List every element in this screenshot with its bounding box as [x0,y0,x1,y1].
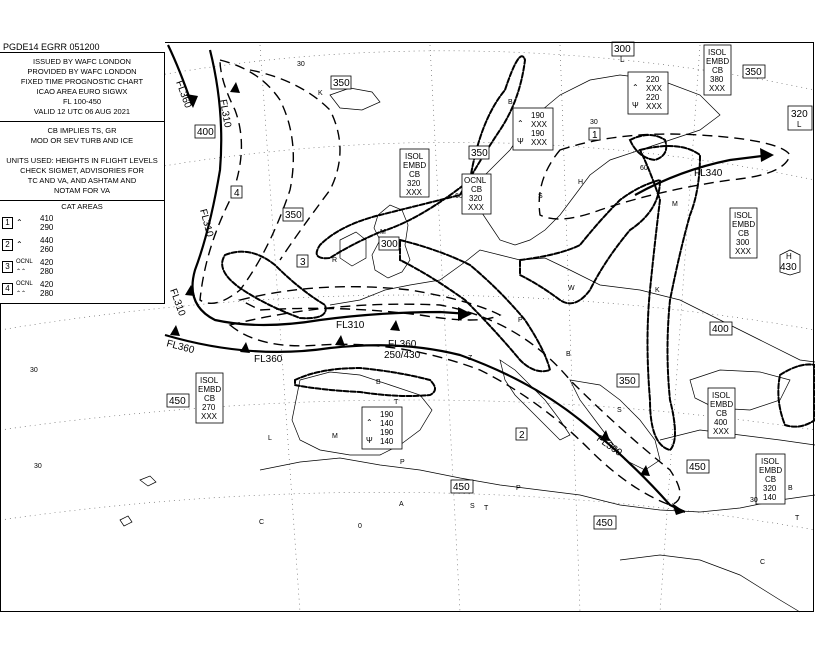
map-label: 140 [380,419,394,428]
issuer-line: VALID 12 UTC 06 AUG 2021 [33,107,131,116]
map-label: B [788,485,793,492]
jet-depth-label: 250/430 [384,350,421,361]
map-label: 300 [614,44,631,55]
tropopause-box [710,322,732,335]
cb-box [704,45,731,95]
notes-line: CHECK SIGMET, ADVISORIES FOR [20,166,144,175]
map-label: 190 [531,111,545,120]
turbulence-icon: ⌃ [16,218,23,227]
map-label: B [508,99,513,106]
map-label: 300 [736,238,750,247]
lon-line-e40 [660,45,700,612]
map-label: 430 [780,262,797,273]
cat-turbulence-areas [200,60,790,505]
turbulence-icon: ⌃⌃ [16,291,27,297]
icing-symbol: Ψ [366,436,373,445]
icing-box [628,72,668,114]
jet-label: FL310 [197,207,216,239]
issuer-section [0,53,164,122]
map-label: 450 [596,518,613,529]
barb-4 [390,320,400,331]
map-label: XXX [531,138,548,147]
jet-label: FL360 [388,339,417,350]
cat-area-bottom: 280 [40,289,54,298]
map-label: S [470,503,475,510]
jet-north-arrow [458,307,472,321]
map-label: CB [409,170,421,179]
map-label: XXX [735,247,752,256]
map-label: B [376,379,381,386]
cat-area-bottom: 290 [40,223,54,232]
map-label: 320 [763,484,777,493]
map-label: 30 [590,119,598,126]
map-label: 190 [531,129,545,138]
atlantic-islands [120,476,156,526]
map-label: 450 [689,462,706,473]
cb-box [708,388,735,438]
jet-label: FL360 [254,354,283,365]
map-label: 0 [358,523,362,530]
barb-6 [640,465,650,476]
map-label: L [268,435,272,442]
map-label: XXX [646,102,663,111]
map-label: 30 [34,463,42,470]
turbulence-icon: ⌃ [16,240,23,249]
cat-area-prefix: OCNL [16,259,33,265]
jet-fl340-arrow [760,148,774,162]
map-label: EMBD [198,385,222,394]
map-label: 4 [234,188,240,199]
map-label: A [399,501,404,508]
map-label: 190 [380,410,394,419]
cat-marker-1 [589,128,600,141]
cat-areas-section [0,201,164,303]
notes-line: CB IMPLIES TS, GR [47,126,117,135]
tropopause-box [687,460,709,473]
cat-area-num: 3 [2,261,13,273]
map-label: S [617,407,622,414]
cat-area-top: 420 [40,258,54,267]
cat-area-row [0,256,164,278]
cat-area-4 [200,60,293,303]
jet-label: FL310 [336,320,365,331]
map-label: EMBD [706,57,730,66]
map-label: EMBD [759,466,783,475]
cat-marker-3 [297,255,308,268]
barb-8 [230,82,240,93]
jet-streams [165,45,777,515]
cb-area-east-med [778,364,815,426]
map-label: 350 [745,67,762,78]
map-label: EMBD [403,161,427,170]
cb-box [730,208,757,258]
iceland-coast [330,88,380,110]
map-label: 380 [710,75,724,84]
tropopause-box [167,394,189,407]
turb-symbol: ⌃ [632,83,639,92]
map-label: W [568,285,575,292]
map-label: S [538,193,543,200]
cat-area-4b [250,70,340,260]
turkey-coast [660,430,815,445]
barb-2 [240,342,250,353]
cat-area-top: 410 [40,214,54,223]
cat-area-prefix: OCNL [16,281,33,287]
tropopause-box [594,516,616,529]
cat-area-num: 1 [2,217,13,229]
cb-box [400,149,429,197]
map-label: 190 [380,428,394,437]
issuer-line: FL 100-450 [62,97,102,106]
map-label: ISOL [405,152,424,161]
turb-symbol: ⌃ [366,418,373,427]
map-label: 450 [453,482,470,493]
map-label: 1 [592,130,598,141]
jet-label: FL360 [594,433,624,459]
tropopause-box [283,208,303,221]
icing-box [513,108,553,150]
cat-marker-4 [231,186,242,199]
map-label: 270 [202,403,216,412]
map-label: ISOL [761,457,780,466]
cat-area-bottom: 280 [40,267,54,276]
cat-area-top: 420 [40,280,54,289]
map-label: 30 [297,61,305,68]
map-label: EMBD [732,220,756,229]
map-label: CB [471,185,483,194]
map-label: L [797,120,802,129]
map-label: M [332,433,338,440]
cat-area-2 [230,304,680,505]
turb-symbol: ⌃ [517,119,524,128]
notes-line: TC AND VA, AND ASHTAM AND [27,176,137,185]
map-label: OCNL [464,176,487,185]
cat-area-top: 440 [40,236,54,245]
map-label: T [394,399,399,406]
map-label: K [655,287,660,294]
map-label: XXX [713,427,730,436]
map-label: 320 [469,194,483,203]
map-label: 450 [169,396,186,407]
icing-boxes [362,72,668,449]
tropopause-box [788,106,812,130]
map-label: CB [716,409,728,418]
coastlines [120,75,815,612]
cat-area-bottom: 260 [40,245,54,254]
map-label: 60 [640,165,648,172]
cat-areas-title: CAT AREAS [61,202,103,211]
map-label: ISOL [734,211,753,220]
map-label: CB [738,229,750,238]
cb-box [462,174,491,214]
map-label: CB [204,394,216,403]
map-label: P [400,459,405,466]
map-label: ISOL [200,376,219,385]
icing-symbol: Ψ [632,101,639,110]
cat-area-row [0,234,164,256]
north-africa-coast [260,458,815,512]
map-label: 400 [714,418,728,427]
jet-label: FL360 [165,338,196,357]
jet-label: FL340 [694,168,723,179]
map-label: 30 [750,497,758,504]
notes-line: MOD OR SEV TURB AND ICE [30,136,134,145]
barb-1 [170,325,180,336]
map-label: XXX [468,203,485,212]
map-label: 3 [300,257,306,268]
tropopause-box [331,76,351,89]
cb-area-eastern-long [640,146,700,450]
map-label: 2 [519,430,525,441]
italy-coast [500,360,570,440]
map-label: 400 [197,127,214,138]
map-label: L [620,55,625,64]
map-label: 350 [471,148,488,159]
map-label: M [380,229,386,236]
map-label: CB [765,475,777,484]
tropopause-box [195,125,215,138]
notes-line [2,146,162,156]
lon-line-e20 [560,45,580,612]
issuer-line: ISSUED BY WAFC LONDON [33,57,131,66]
map-label: 350 [333,78,350,89]
map-label: 300 [381,239,398,250]
icing-symbol: Ψ [517,137,524,146]
map-label: XXX [709,84,726,93]
lat-line-30 [0,492,815,530]
turbulence-icon: ⌃⌃ [16,269,27,275]
map-label: P [518,317,523,324]
cb-box [756,454,785,504]
egypt-coast [620,555,800,612]
map-label: T [484,505,489,512]
notes-section [0,122,164,201]
tropopause-box [612,42,634,64]
cat-marker-2 [516,428,527,441]
jet-label: FL310 [217,98,233,129]
cb-box [196,373,223,423]
map-label: XXX [201,412,218,421]
cat-area-row [0,278,164,300]
map-label: 140 [380,437,394,446]
icing-box [362,407,402,449]
issuer-line: FIXED TIME PROGNOSTIC CHART [20,77,144,86]
cat-area-num: 4 [2,283,13,295]
jet-label: FL360 [173,79,194,110]
map-label: 30 [30,367,38,374]
map-label: 350 [285,210,302,221]
map-label: K [318,90,323,97]
cb-area-biscay [295,368,435,396]
notes-line: NOTAM FOR VA [54,186,110,195]
map-label: H [578,179,584,186]
barb-3 [335,335,345,346]
map-label: XXX [646,84,663,93]
legend-panel [0,53,165,304]
tropopause-box [379,237,399,250]
map-label: 400 [712,324,729,335]
map-label: 350 [619,376,636,387]
map-label: B [566,351,571,358]
tropopause-box [617,374,639,387]
map-label: ISOL [708,48,727,57]
map-label: 140 [763,493,777,502]
tropopause-box [451,480,473,493]
map-label: M [672,201,678,208]
cat-area-row [0,212,164,234]
issuer-line: ICAO AREA EURO SIGWX [36,87,128,96]
chart-id-header: PGDE14 EGRR 051200 [0,42,165,53]
map-label: T [795,515,800,522]
lon-line-0 [430,45,460,612]
map-label: C [259,519,265,526]
map-label: R [332,257,338,264]
lat-line-40 [0,400,815,430]
map-label: ISOL [712,391,731,400]
cat-area-num: 2 [2,239,13,251]
map-label: 60 [455,193,463,200]
notes-line: UNITS USED: HEIGHTS IN FLIGHT LEVELS [6,156,158,165]
lon-line-w20 [260,45,300,612]
map-label: 320 [407,179,421,188]
map-label: CB [712,66,724,75]
map-label: H [786,252,792,261]
map-label: Z [468,355,473,362]
tropopause-box [743,65,765,78]
map-label: XXX [531,120,548,129]
tropopause-box [469,146,489,159]
map-label: XXX [406,188,423,197]
map-label: C [760,559,766,566]
issuer-line: PROVIDED BY WAFC LONDON [27,67,137,76]
map-label: 320 [791,109,808,120]
jet-label: FL310 [167,287,188,318]
map-label: P [516,485,521,492]
map-label: 220 [646,93,660,102]
black-sea-coast [690,370,790,410]
tropopause-high [780,250,800,275]
map-label: 220 [646,75,660,84]
map-label: EMBD [710,400,734,409]
jet-main-south [165,335,685,512]
